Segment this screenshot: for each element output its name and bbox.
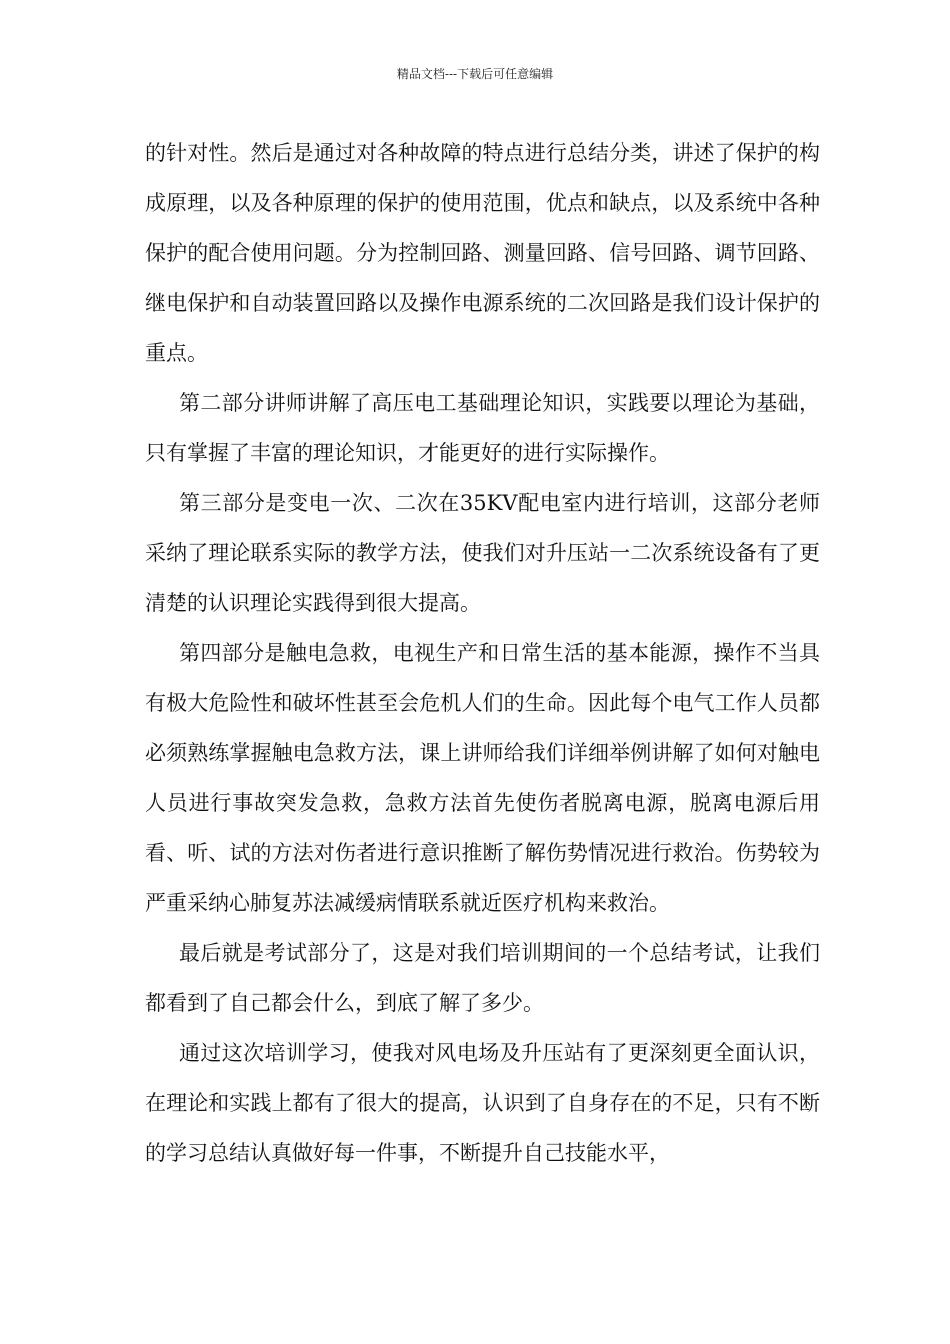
paragraph-2: 第二部分讲师讲解了高压电工基础理论知识，实践要以理论为基础，只有掌握了丰富的理论知识，才能更好的进行实际操作。 (145, 391, 820, 465)
paragraph-6: 通过这次培训学习，使我对风电场及升压站有了更深刻更全面认识，在理论和实践上都有了很大的提高，认识到了自身存在的不足，只有不断的学习总结认真做好每一件事，不断提升自己技能水平， (145, 1041, 820, 1165)
paragraph-3: 第三部分是变电一次、二次在35KV配电室内进行培训，这部分老师采纳了理论联系实际的教学方法，使我们对升压站一二次系统设备有了更清楚的认识理论实践得到很大提高。 (145, 491, 820, 615)
document-body (145, 128, 820, 1178)
page-header: 精品文档---下载后可任意编辑 (396, 67, 554, 81)
paragraph-5: 最后就是考试部分了，这是对我们培训期间的一个总结考试，让我们都看到了自己都会什么，到底了解了多少。 (145, 941, 820, 1015)
paragraph-4: 第四部分是触电急救，电视生产和日常生活的基本能源，操作不当具有极大危险性和破坏性甚至会危机人们的生命。因此每个电气工作人员都必须熟练掌握触电急救方法，课上讲师给我们详细举例讲解了如何对触电人员进行事故突发急救，急救方法首先使伤者脱离电源，脱离电源后用看、听、试的方法对伤者进行意识推断了解伤势情况进行救治。伤势较为严重采纳心肺复苏法减缓病情联系就近医疗机构来救治。 (145, 641, 820, 915)
paragraph-1: 的针对性。然后是通过对各种故障的特点进行总结分类，讲述了保护的构成原理，以及各种原理的保护的使用范围，优点和缺点，以及系统中各种保护的配合使用问题。分为控制回路、测量回路、信号回路、调节回路、继电保护和自动装置回路以及操作电源系统的二次回路是我们设计保护的重点。 (145, 141, 820, 365)
